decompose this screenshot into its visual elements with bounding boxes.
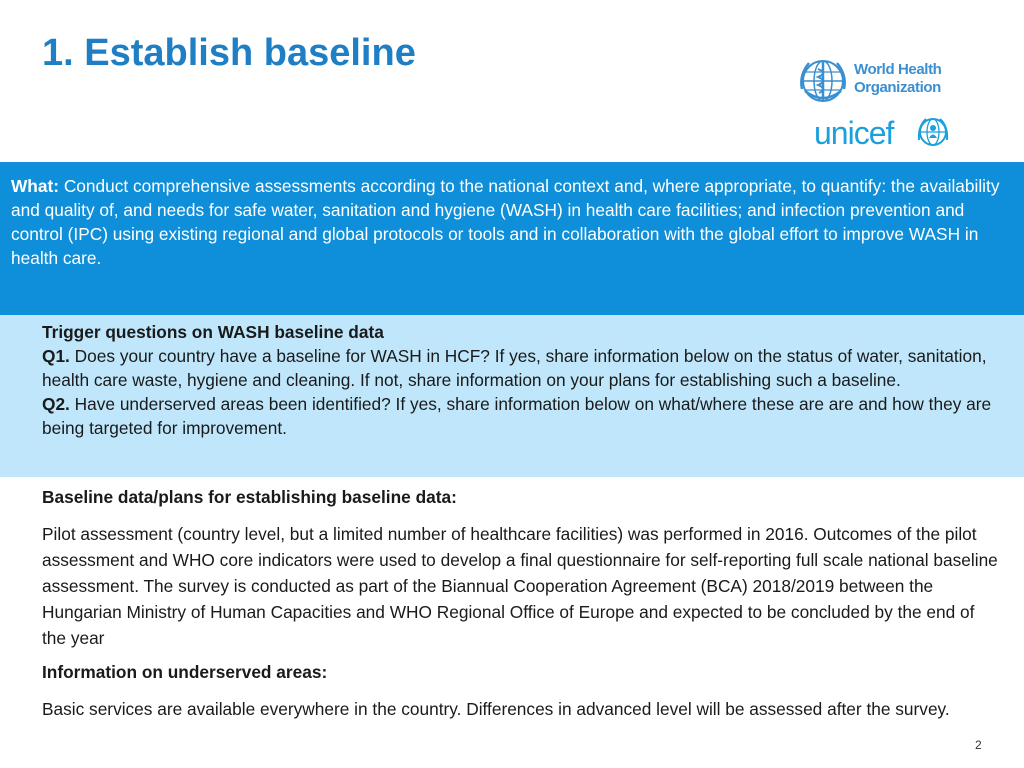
question-1 [42,344,1002,392]
baseline-heading: Baseline data/plans for establishing baseline data: [42,487,457,507]
who-line-2: Organization [854,79,941,96]
trigger-heading: Trigger questions on WASH baseline data [42,322,384,342]
who-line-1: World Health [854,61,942,78]
what-text: Conduct comprehensive assessments according to the national context and, where appropriate, to quantify: the availability and quality of, and needs for safe water, sanitation and hygiene (WASH) in health care facilities; and infection prevention and control (IPC) using existing regional and global protocols or tools and in collaboration with the global effort to improve WASH in health care. [11,176,1000,268]
what-description [11,174,1011,270]
who-logo [797,55,957,107]
who-emblem-icon [797,55,849,107]
unicef-logo [814,113,954,153]
q2-label: Q2. [42,394,70,414]
q2-text: Have underserved areas been identified? If yes, share information below on what/where these are are and how they are being targeted for improvement. [42,394,992,438]
what-label: What: [11,176,59,196]
underserved-heading: Information on underserved areas: [42,662,328,682]
who-wordmark [854,61,941,97]
q1-label: Q1. [42,346,70,366]
q1-text: Does your country have a baseline for WASH in HCF? If yes, share information below on the status of water, sanitation, health care waste, hygiene and cleaning. If not, share information on your plans for establishing such a baseline. [42,346,987,390]
question-2 [42,392,1002,440]
unicef-emblem-icon [917,116,949,148]
unicef-wordmark: unicef [814,115,894,151]
slide-title: 1. Establish baseline [42,32,416,74]
baseline-text: Pilot assessment (country level, but a limited number of healthcare facilities) was performed in 2016. Outcomes of the pilot assessment and WHO core indicators were used to develop a final questionnaire for self-reporting full scale national baseline assessment. The survey is conducted as part of the Biannual Cooperation Agreement (BCA) 2018/2019 between the Hungarian Ministry of Human Capacities and WHO Regional Office of Europe and expected to be concluded by the end of the year [42,524,998,648]
underserved-text: Basic services are available everywhere in the country. Differences in advanced level will be assessed after the survey. [42,699,950,719]
trigger-questions [42,320,1002,440]
page-number: 2 [975,738,982,752]
